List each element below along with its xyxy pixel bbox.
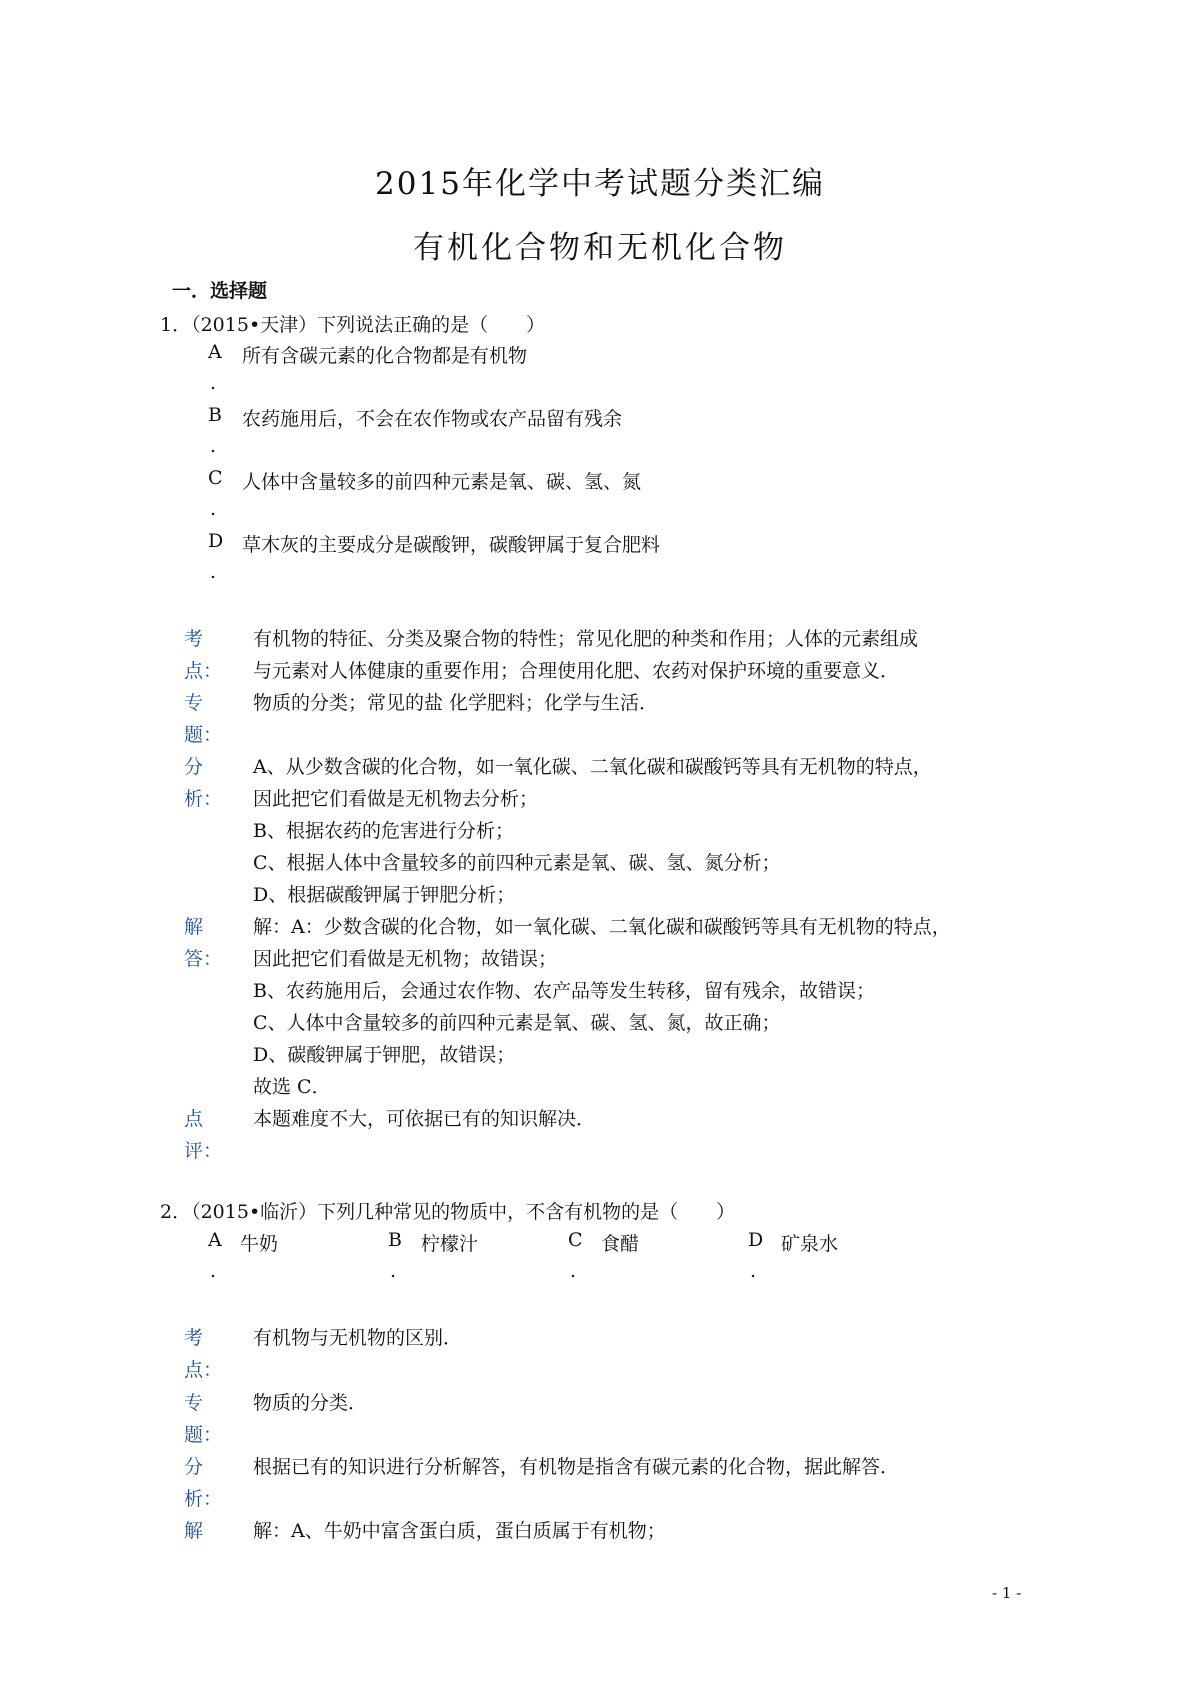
- q1-fenxi-line-2: 因此把它们看做是无机物去分析；: [253, 788, 539, 810]
- q1-jieda-line-5: D、碳酸钾属于钾肥，故错误；: [253, 1044, 516, 1066]
- q1-label-jieda-2: 答：: [184, 948, 223, 970]
- q1-option-c-dot: .: [210, 498, 217, 520]
- section-heading: 一．选择题: [172, 280, 268, 302]
- q1-fenxi-line-3: B、根据农药的危害进行分析；: [253, 820, 514, 842]
- q1-zhuanti: 物质的分类；常见的盐 化学肥料；化学与生活．: [253, 692, 659, 714]
- q1-label-fenxi-1: 分: [184, 756, 204, 778]
- q2-option-b-letter: B: [388, 1229, 402, 1251]
- q2-option-d-text: 矿泉水: [781, 1233, 839, 1255]
- q2-label-zhuanti-1: 专: [184, 1392, 204, 1414]
- q1-jieda-line-1: 解：A：少数含碳的化合物，如一氧化碳、二氧化碳和碳酸钙等具有无机物的特点，: [253, 916, 951, 938]
- q1-option-a-letter: A: [208, 341, 222, 363]
- q2-label-kaodian-2: 点：: [184, 1359, 223, 1381]
- q1-kaodian-line-1: 有机物的特征、分类及聚合物的特性；常见化肥的种类和作用；人体的元素组成: [253, 628, 919, 650]
- q2-label-jieda-1: 解: [184, 1520, 204, 1542]
- q1-label-zhuanti-2: 题：: [184, 724, 223, 746]
- q1-option-d-letter: D: [208, 530, 224, 552]
- q1-dianping: 本题难度不大，可依据已有的知识解决．: [253, 1108, 596, 1130]
- q2-option-b-text: 柠檬汁: [421, 1233, 479, 1255]
- q1-option-a-dot: .: [210, 372, 217, 394]
- q1-fenxi-line-1: A、从少数含碳的化合物，如一氧化碳、二氧化碳和碳酸钙等具有无机物的特点，: [253, 756, 932, 778]
- q1-jieda-line-4: C、人体中含量较多的前四种元素是氧、碳、氢、氮，故正确；: [253, 1012, 781, 1034]
- q2-fenxi: 根据已有的知识进行分析解答，有机物是指含有碳元素的化合物，据此解答．: [253, 1456, 900, 1478]
- q2-option-c-letter: C: [568, 1229, 583, 1251]
- q1-option-b-text: 农药施用后，不会在农作物或农产品留有残余: [242, 408, 623, 430]
- q1-fenxi-line-4: C、根据人体中含量较多的前四种元素是氧、碳、氢、氮分析；: [253, 852, 781, 874]
- q2-option-a-dot: .: [210, 1260, 217, 1282]
- q1-option-c-letter: C: [208, 467, 223, 489]
- q1-label-zhuanti-1: 专: [184, 692, 204, 714]
- q1-label-kaodian-1: 考: [184, 628, 204, 650]
- q2-jieda: 解：A、牛奶中富含蛋白质，蛋白质属于有机物；: [253, 1520, 666, 1542]
- q2-option-c-dot: .: [570, 1260, 577, 1282]
- q1-fenxi-line-5: D、根据碳酸钾属于钾肥分析；: [253, 884, 516, 906]
- q2-zhuanti: 物质的分类．: [253, 1392, 368, 1414]
- q1-stem: 1．（2015•天津）下列说法正确的是（ ）: [160, 314, 546, 336]
- q1-label-dianping-1: 点: [184, 1108, 204, 1130]
- q1-option-a-text: 所有含碳元素的化合物都是有机物: [242, 345, 528, 367]
- q1-jieda-line-6: 故选 C．: [253, 1076, 331, 1098]
- q2-option-d-letter: D: [748, 1229, 764, 1251]
- q1-label-jieda-1: 解: [184, 916, 204, 938]
- q2-label-zhuanti-2: 题：: [184, 1424, 223, 1446]
- q2-label-fenxi-2: 析：: [184, 1488, 223, 1510]
- q1-kaodian-line-2: 与元素对人体健康的重要作用；合理使用化肥、农药对保护环境的重要意义．: [253, 660, 900, 682]
- q1-option-d-dot: .: [210, 561, 217, 583]
- document-title: 2015年化学中考试题分类汇编: [375, 166, 825, 202]
- q2-option-b-dot: .: [390, 1260, 397, 1282]
- q1-option-b-dot: .: [210, 435, 217, 457]
- q1-label-dianping-2: 评：: [184, 1140, 223, 1162]
- q2-option-c-text: 食醋: [601, 1233, 640, 1255]
- q1-option-b-letter: B: [208, 404, 222, 426]
- q2-option-a-letter: A: [208, 1229, 222, 1251]
- document-subtitle: 有机化合物和无机化合物: [413, 230, 787, 266]
- q2-kaodian: 有机物与无机物的区别．: [253, 1327, 463, 1349]
- q1-label-fenxi-2: 析：: [184, 788, 223, 810]
- page-number: - 1 -: [992, 1584, 1022, 1602]
- q1-option-c-text: 人体中含量较多的前四种元素是氧、碳、氢、氮: [242, 471, 642, 493]
- q1-jieda-line-2: 因此把它们看做是无机物；故错误；: [253, 948, 558, 970]
- q2-option-a-text: 牛奶: [240, 1233, 279, 1255]
- q2-option-d-dot: .: [750, 1260, 757, 1282]
- q1-jieda-line-3: B、农药施用后，会通过农作物、农产品等发生转移，留有残余，故错误；: [253, 980, 875, 1002]
- q2-label-kaodian-1: 考: [184, 1327, 204, 1349]
- q1-label-kaodian-2: 点：: [184, 660, 223, 682]
- q2-label-fenxi-1: 分: [184, 1456, 204, 1478]
- q1-option-d-text: 草木灰的主要成分是碳酸钾，碳酸钾属于复合肥料: [242, 534, 661, 556]
- q2-stem: 2．（2015•临沂）下列几种常见的物质中，不含有机物的是（ ）: [160, 1201, 736, 1223]
